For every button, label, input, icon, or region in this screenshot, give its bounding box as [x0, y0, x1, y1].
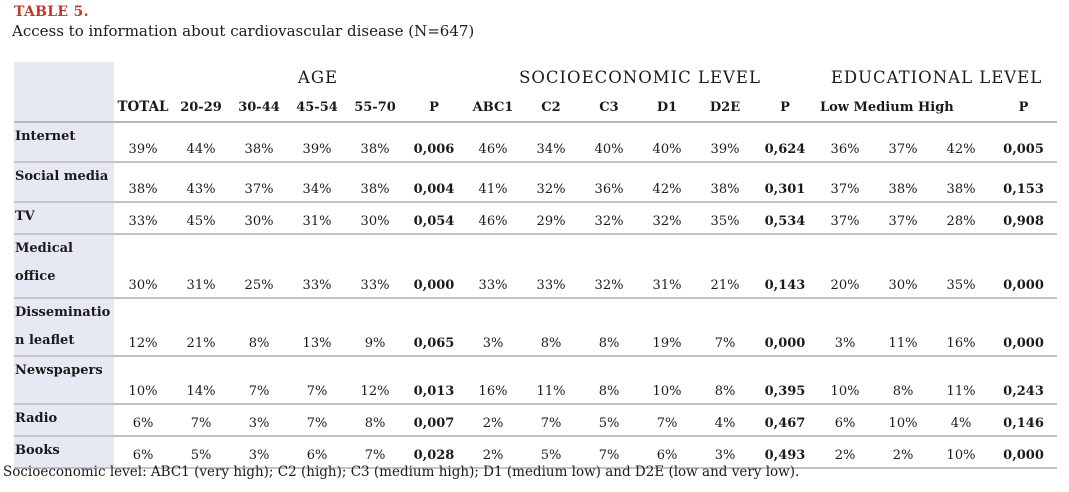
row-label — [14, 122, 114, 162]
ses-value: 38% — [696, 162, 754, 202]
age-value: 44% — [172, 122, 230, 162]
col-age-p: P — [404, 93, 464, 122]
col-ses-p: P — [754, 93, 816, 122]
edu-value: 28% — [932, 202, 990, 234]
ses-value: 10% — [638, 356, 696, 404]
col-ses-c2: C2 — [522, 93, 580, 122]
age-p-value: 0,065 — [404, 298, 464, 356]
edu-value: 10% — [932, 436, 990, 468]
col-age-55-70: 55-70 — [346, 93, 404, 122]
ses-value: 40% — [638, 122, 696, 162]
ses-value: 39% — [696, 122, 754, 162]
row-label — [14, 356, 114, 404]
edu-p-value: 0,243 — [990, 356, 1057, 404]
edu-p-value: 0,153 — [990, 162, 1057, 202]
edu-p-value: 0,005 — [990, 122, 1057, 162]
ses-value: 32% — [580, 202, 638, 234]
table-row — [14, 298, 1057, 356]
total-value: 10% — [114, 356, 172, 404]
ses-p-value: 0,301 — [754, 162, 816, 202]
ses-value: 40% — [580, 122, 638, 162]
ses-p-value: 0,493 — [754, 436, 816, 468]
ses-value: 7% — [638, 404, 696, 436]
col-edu-medium: Medium — [853, 99, 914, 115]
age-value: 38% — [346, 122, 404, 162]
edu-value: 2% — [816, 436, 874, 468]
ses-value: 7% — [580, 436, 638, 468]
table-footnote: Socioeconomic level: ABC1 (very high); C2 (high); C3 (medium high); D1 (medium low) and D2E (low and very low). — [3, 464, 800, 480]
age-p-value: 0,054 — [404, 202, 464, 234]
age-value: 30% — [346, 202, 404, 234]
age-value: 33% — [288, 234, 346, 298]
edu-value: 37% — [874, 202, 932, 234]
edu-value: 37% — [816, 202, 874, 234]
table-row — [14, 234, 1057, 298]
age-value: 31% — [172, 234, 230, 298]
row-label — [14, 202, 114, 234]
edu-p-value: 0,000 — [990, 298, 1057, 356]
edu-value: 11% — [874, 298, 932, 356]
ses-value: 32% — [522, 162, 580, 202]
ses-value: 8% — [696, 356, 754, 404]
age-p-value: 0,006 — [404, 122, 464, 162]
age-value: 37% — [230, 162, 288, 202]
age-p-value: 0,000 — [404, 234, 464, 298]
total-value: 38% — [114, 162, 172, 202]
row-label-line: Newspapers — [15, 363, 103, 378]
row-label — [14, 404, 114, 436]
ses-value: 16% — [464, 356, 522, 404]
edu-value: 20% — [816, 234, 874, 298]
ses-value: 41% — [464, 162, 522, 202]
ses-value: 4% — [696, 404, 754, 436]
age-value: 8% — [346, 404, 404, 436]
ses-value: 31% — [638, 234, 696, 298]
age-value: 13% — [288, 298, 346, 356]
edu-value: 37% — [816, 162, 874, 202]
ses-value: 3% — [696, 436, 754, 468]
table-row — [14, 404, 1057, 436]
total-value: 12% — [114, 298, 172, 356]
ses-value: 2% — [464, 436, 522, 468]
col-age-45-54: 45-54 — [288, 93, 346, 122]
table-row — [14, 122, 1057, 162]
ses-value: 11% — [522, 356, 580, 404]
age-value: 5% — [172, 436, 230, 468]
ses-p-value: 0,534 — [754, 202, 816, 234]
group-age: AGE — [172, 62, 464, 93]
age-value: 6% — [288, 436, 346, 468]
ses-value: 33% — [464, 234, 522, 298]
row-label-line: Disseminatio — [15, 305, 111, 320]
col-age-30-44: 30-44 — [230, 93, 288, 122]
age-value: 3% — [230, 436, 288, 468]
row-label-line: Social media — [15, 169, 109, 184]
edu-p-value: 0,908 — [990, 202, 1057, 234]
row-label-line: Medical — [15, 241, 73, 256]
table-label: TABLE 5. — [14, 4, 89, 20]
edu-value: 3% — [816, 298, 874, 356]
table-row — [14, 202, 1057, 234]
ses-value: 32% — [638, 202, 696, 234]
age-value: 30% — [230, 202, 288, 234]
row-label — [14, 234, 114, 298]
edu-value: 2% — [874, 436, 932, 468]
ses-value: 3% — [464, 298, 522, 356]
age-p-value: 0,028 — [404, 436, 464, 468]
age-value: 38% — [230, 122, 288, 162]
age-p-value: 0,004 — [404, 162, 464, 202]
table-row — [14, 162, 1057, 202]
age-value: 31% — [288, 202, 346, 234]
edu-value: 35% — [932, 234, 990, 298]
ses-value: 42% — [638, 162, 696, 202]
col-total: TOTAL — [114, 93, 172, 122]
col-edu-p: P — [990, 93, 1057, 122]
group-header-row — [14, 62, 1057, 93]
total-value: 30% — [114, 234, 172, 298]
total-value: 6% — [114, 436, 172, 468]
row-label-line: Radio — [15, 411, 58, 426]
age-p-value: 0,013 — [404, 356, 464, 404]
age-value: 7% — [346, 436, 404, 468]
edu-value: 10% — [816, 356, 874, 404]
col-edu-high: High — [917, 99, 954, 115]
ses-value: 46% — [464, 122, 522, 162]
ses-value: 8% — [580, 356, 638, 404]
ses-value: 34% — [522, 122, 580, 162]
edu-value: 38% — [932, 162, 990, 202]
edu-value: 38% — [874, 162, 932, 202]
col-ses-d2e: D2E — [696, 93, 754, 122]
age-value: 33% — [346, 234, 404, 298]
ses-value: 36% — [580, 162, 638, 202]
age-value: 8% — [230, 298, 288, 356]
group-educational: EDUCATIONAL LEVEL — [816, 62, 1057, 93]
ses-p-value: 0,000 — [754, 298, 816, 356]
row-label — [14, 298, 114, 356]
column-header-row — [14, 93, 1057, 122]
edu-value: 16% — [932, 298, 990, 356]
ses-p-value: 0,624 — [754, 122, 816, 162]
edu-value: 6% — [816, 404, 874, 436]
age-value: 7% — [288, 356, 346, 404]
group-socioeconomic: SOCIOECONOMIC LEVEL — [464, 62, 816, 93]
age-value: 45% — [172, 202, 230, 234]
edu-p-value: 0,000 — [990, 436, 1057, 468]
ses-value: 8% — [522, 298, 580, 356]
col-edu-levels — [816, 93, 990, 122]
ses-value: 7% — [696, 298, 754, 356]
ses-value: 21% — [696, 234, 754, 298]
age-value: 7% — [172, 404, 230, 436]
ses-value: 33% — [522, 234, 580, 298]
ses-value: 2% — [464, 404, 522, 436]
edu-p-value: 0,000 — [990, 234, 1057, 298]
row-label-line: n leaflet — [15, 333, 75, 348]
age-value: 7% — [230, 356, 288, 404]
ses-value: 7% — [522, 404, 580, 436]
edu-p-value: 0,146 — [990, 404, 1057, 436]
total-value: 6% — [114, 404, 172, 436]
age-value: 9% — [346, 298, 404, 356]
col-age-20-29: 20-29 — [172, 93, 230, 122]
age-value: 25% — [230, 234, 288, 298]
age-value: 21% — [172, 298, 230, 356]
col-ses-abc1: ABC1 — [464, 93, 522, 122]
edu-value: 8% — [874, 356, 932, 404]
ses-value: 46% — [464, 202, 522, 234]
ses-value: 35% — [696, 202, 754, 234]
col-ses-d1: D1 — [638, 93, 696, 122]
age-value: 38% — [346, 162, 404, 202]
edu-value: 11% — [932, 356, 990, 404]
total-value: 39% — [114, 122, 172, 162]
col-edu-low: Low — [820, 99, 850, 115]
age-value: 39% — [288, 122, 346, 162]
edu-value: 36% — [816, 122, 874, 162]
edu-value: 37% — [874, 122, 932, 162]
age-value: 43% — [172, 162, 230, 202]
row-label — [14, 162, 114, 202]
ses-p-value: 0,467 — [754, 404, 816, 436]
corner-cell — [14, 62, 114, 93]
row-label-line: Books — [15, 443, 60, 458]
col-ses-c3: C3 — [580, 93, 638, 122]
ses-value: 29% — [522, 202, 580, 234]
data-table — [14, 62, 1057, 469]
edu-value: 10% — [874, 404, 932, 436]
row-label-line: TV — [15, 209, 35, 224]
row-label-line: Internet — [15, 129, 76, 144]
edu-value: 4% — [932, 404, 990, 436]
table-row — [14, 356, 1057, 404]
age-p-value: 0,007 — [404, 404, 464, 436]
ses-value: 8% — [580, 298, 638, 356]
ses-value: 5% — [522, 436, 580, 468]
total-value: 33% — [114, 202, 172, 234]
age-value: 7% — [288, 404, 346, 436]
edu-value: 30% — [874, 234, 932, 298]
ses-value: 6% — [638, 436, 696, 468]
ses-p-value: 0,143 — [754, 234, 816, 298]
age-value: 34% — [288, 162, 346, 202]
ses-p-value: 0,395 — [754, 356, 816, 404]
ses-value: 5% — [580, 404, 638, 436]
ses-value: 32% — [580, 234, 638, 298]
age-value: 14% — [172, 356, 230, 404]
row-label-line: office — [15, 269, 56, 284]
table-caption: Access to information about cardiovascular disease (N=647) — [12, 22, 475, 40]
age-value: 3% — [230, 404, 288, 436]
age-value: 12% — [346, 356, 404, 404]
ses-value: 19% — [638, 298, 696, 356]
edu-value: 42% — [932, 122, 990, 162]
